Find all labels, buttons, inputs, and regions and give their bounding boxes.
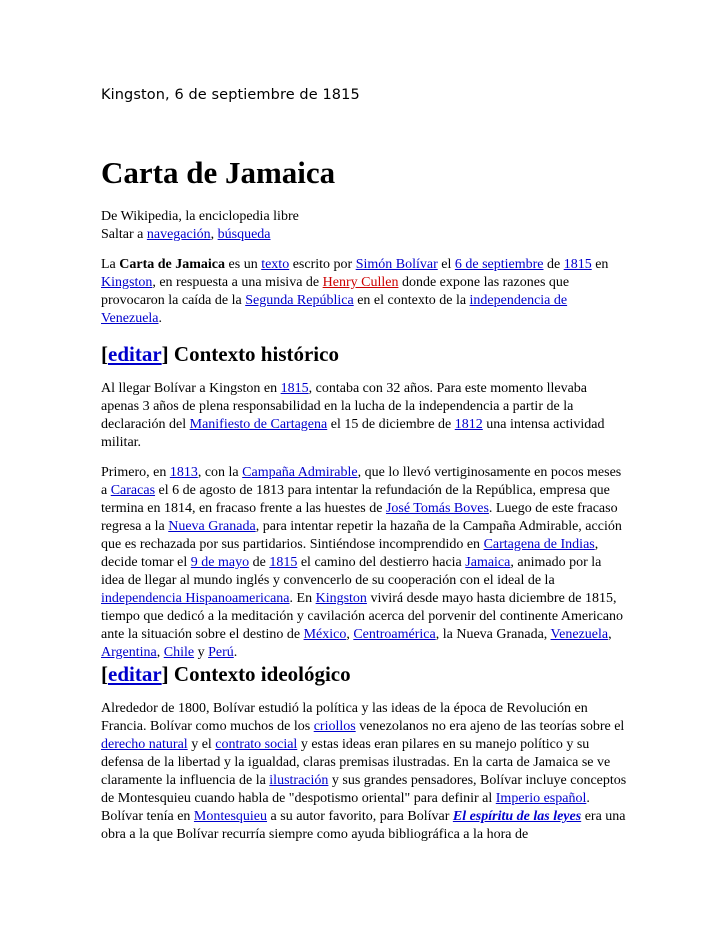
wikipedia-source-line: De Wikipedia, la enciclopedia libre (101, 209, 299, 224)
wiki-link[interactable]: Kingston (101, 275, 153, 290)
text-run: La (101, 257, 120, 272)
text-run: de (249, 555, 270, 570)
edit-open-bracket: [ (101, 342, 108, 366)
wiki-link[interactable]: criollos (313, 719, 356, 734)
wiki-link[interactable]: texto (261, 257, 290, 272)
edit-close-bracket: ] (161, 662, 169, 686)
jump-to-line (101, 226, 271, 244)
wiki-link[interactable]: Segunda República (245, 293, 354, 308)
wiki-link[interactable]: Henry Cullen (322, 275, 399, 290)
text-run: , (346, 627, 354, 642)
text-run: era una obra a la que Bolívar recurría siempre como ayuda bibliográfica a la hora de (101, 809, 626, 842)
wiki-link[interactable]: México (303, 627, 347, 642)
article-title: Carta de Jamaica (101, 155, 336, 190)
text-run: . En (289, 591, 316, 606)
wiki-link[interactable]: Argentina (101, 645, 157, 660)
wiki-link[interactable]: Montesquieu (193, 809, 268, 824)
paragraph-historico-1 (101, 380, 628, 452)
text-run: , que lo llevó vertiginosamente en pocos meses a (101, 465, 622, 498)
text-run: el camino del destierro hacia (297, 555, 466, 570)
wiki-link[interactable]: Simón Bolívar (355, 257, 438, 272)
text-run: , (156, 645, 164, 660)
edit-link-ideologico[interactable]: editar (108, 662, 162, 686)
text-run: y el (187, 737, 216, 752)
wiki-link[interactable]: Imperio español (495, 791, 587, 806)
wiki-link[interactable]: 9 de mayo (190, 555, 250, 570)
section-heading-ideologico (101, 660, 351, 688)
text-run: . (158, 311, 163, 326)
wiki-link[interactable]: Cartagena de Indias (483, 537, 595, 552)
text-run: en (591, 257, 609, 272)
intro-paragraph (101, 256, 628, 328)
text-run: de (543, 257, 564, 272)
text-run: venezolanos no era ajeno de las teorías sobre el (355, 719, 625, 734)
text-run: y (194, 645, 209, 660)
text-run: Primero, en (101, 465, 170, 480)
text-run: , para intentar repetir la hazaña de la Campaña Admirable, acción que es rechazada por sus partidarios. Sintiéndose incomprendido en (101, 519, 622, 552)
text-run: . (233, 645, 238, 660)
wiki-link[interactable]: independencia de Venezuela (101, 293, 568, 326)
wiki-link[interactable]: Kingston (315, 591, 367, 606)
wiki-link[interactable]: ilustración (269, 773, 329, 788)
jump-search-link[interactable]: búsqueda (217, 227, 271, 242)
section-title-ideologico: Contexto ideológico (168, 662, 351, 686)
wiki-link[interactable]: Campaña Admirable (242, 465, 358, 480)
text-run: y estas ideas eran pilares en su manejo político y su defensa de la libertad y la igualdad, claras premisas ilustradas. En la carta de Jamaica se ve claramente la influencia de la (101, 737, 611, 788)
paragraph-historico-2 (101, 464, 628, 662)
paragraph-ideologico-1 (101, 700, 628, 844)
jump-navigation-link[interactable]: navegación (146, 227, 211, 242)
wiki-link[interactable]: 6 de septiembre (454, 257, 544, 272)
text-run: , contaba con 32 años. Para este momento llevaba apenas 3 años de plena responsabilidad en la lucha de la independencia a partir de la declaración del (101, 381, 587, 432)
wiki-link[interactable]: Manifiesto de Cartagena (189, 417, 328, 432)
wiki-link[interactable]: derecho natural (101, 737, 188, 752)
text-run: y sus grandes pensadores, Bolívar incluye conceptos de Montesquieu cuando habla de "despotismo oriental" para definir al (101, 773, 627, 806)
text-run: Al llegar Bolívar a Kingston en (101, 381, 281, 396)
text-run: escrito por (289, 257, 356, 272)
text-run: , la Nueva Granada, (435, 627, 551, 642)
text-run: vivirá desde mayo hasta diciembre de 1815, tiempo que dedicó a la meditación y cavilación acerca del porvenir del continente Americano ante la situación sobre el destino de (101, 591, 624, 642)
wiki-link[interactable]: Jamaica (465, 555, 511, 570)
text-run: en el contexto de la (353, 293, 470, 308)
text-run: . Bolívar tenía en (101, 791, 590, 824)
wiki-link[interactable]: 1815 (280, 381, 309, 396)
wiki-link[interactable]: 1812 (454, 417, 483, 432)
wiki-link[interactable]: contrato social (215, 737, 298, 752)
wiki-link[interactable]: Chile (163, 645, 195, 660)
wiki-link[interactable]: Perú (208, 645, 234, 660)
text-run: una intensa actividad militar. (101, 417, 605, 450)
text-run: donde expone las razones que provocaron la caída de la (101, 275, 570, 308)
wiki-link[interactable]: 1813 (169, 465, 198, 480)
text-run: , en respuesta a una misiva de (152, 275, 323, 290)
edit-close-bracket: ] (161, 342, 169, 366)
wiki-link[interactable]: Caracas (110, 483, 156, 498)
dateline: Kingston, 6 de septiembre de 1815 (101, 87, 360, 103)
text-run: . Luego de este fracaso regresa a la (101, 501, 618, 534)
text-run: , con la (197, 465, 243, 480)
text-run: el 15 de diciembre de (327, 417, 455, 432)
text-run: a su autor favorito, para Bolívar (267, 809, 453, 824)
edit-open-bracket: [ (101, 662, 108, 686)
wiki-link[interactable]: Venezuela (550, 627, 609, 642)
section-heading-historico (101, 340, 339, 368)
wiki-link[interactable]: El espíritu de las leyes (452, 809, 582, 824)
text-run: el (437, 257, 455, 272)
wiki-link[interactable]: 1815 (269, 555, 298, 570)
wiki-link[interactable]: José Tomás Boves (385, 501, 489, 516)
text-run: , decide tomar el (101, 537, 599, 570)
text-run: Alrededor de 1800, Bolívar estudió la política y las ideas de la época de Revolución en Francia. Bolívar como muchos de los (101, 701, 588, 734)
wiki-link[interactable]: Nueva Granada (168, 519, 256, 534)
section-title-historico: Contexto histórico (168, 342, 339, 366)
wiki-link[interactable]: 1815 (563, 257, 592, 272)
bold-text: Carta de Jamaica (119, 257, 226, 272)
wiki-link[interactable]: independencia Hispanoamericana (101, 591, 290, 606)
jump-prefix: Saltar a (101, 227, 147, 242)
text-run: es un (225, 257, 262, 272)
text-run: , (608, 627, 612, 642)
wiki-link[interactable]: Centroamérica (353, 627, 436, 642)
jump-separator: , (210, 227, 218, 242)
text-run: , animado por la idea de llegar al mundo inglés y convencerlo de su cooperación con el ideal de la (101, 555, 602, 588)
edit-link-historico[interactable]: editar (108, 342, 162, 366)
text-run: el 6 de agosto de 1813 para intentar la refundación de la República, empresa que termina en 1814, en fracaso frente a las huestes de (101, 483, 610, 516)
